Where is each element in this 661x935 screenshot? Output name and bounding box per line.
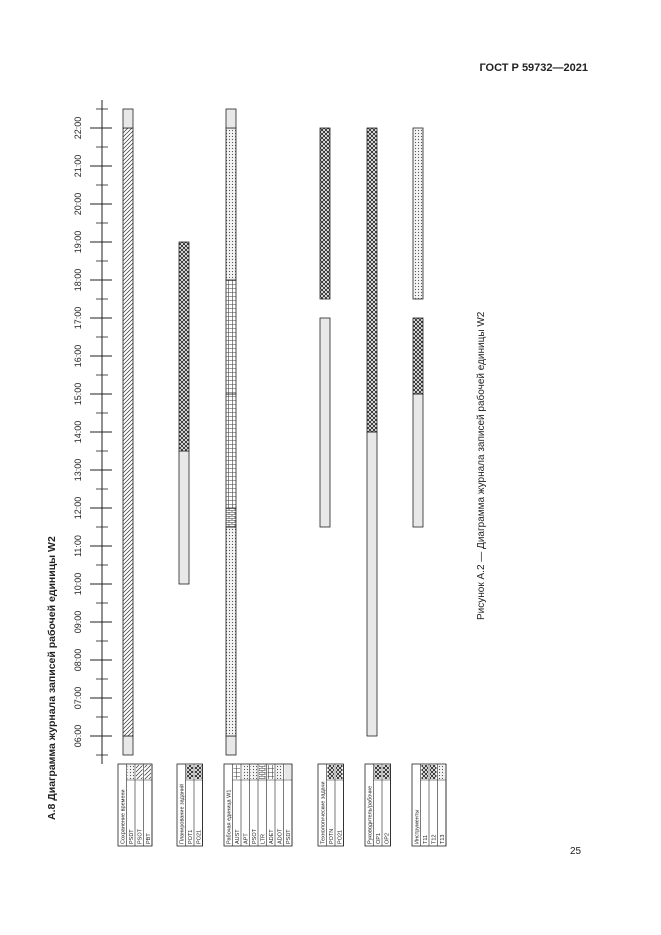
legend-swatch [439,765,446,779]
legend-item-label: POTN [329,828,335,844]
legend-item-label: T11 [423,834,429,844]
legend-item-label: ADOT [277,828,284,844]
legend-item-label: PSDT [286,829,292,844]
time-tick-label: 13:00 [73,458,83,482]
legend-swatch [422,765,429,779]
time-tick-label: 19:00 [73,230,83,254]
legend-title: Планирование заданий [179,783,186,844]
time-tick-label: 21:00 [73,154,83,178]
timeline-segment [226,128,236,280]
legend-title: Руководитель/рабочие [367,785,374,844]
time-tick-label: 11:00 [73,535,83,557]
legend-swatch [145,765,152,779]
timeline-segment [320,318,330,527]
section-title: А.8 Диаграмма журнала записей рабочей единицы W2 [46,536,58,820]
time-tick-label: 09:00 [73,610,83,634]
legend-swatch [136,765,143,779]
legend-swatch [276,765,283,779]
legend-swatch [336,765,343,779]
timeline-segment [123,109,133,128]
timeline-segment [123,736,133,755]
legend-swatch [128,765,135,779]
time-tick-label: 17:00 [73,306,83,330]
legend-swatch [328,765,335,779]
legend-item-label: T12 [431,834,438,844]
time-tick-label: 10:00 [73,572,83,596]
legend-title: Сохранение времени [120,789,127,844]
timeline-segment [413,128,423,299]
legend-swatch [375,765,382,779]
legend-swatch [285,765,292,779]
legend-title: Инструменты [414,809,421,844]
legend-swatch [195,765,202,779]
legend-item-label: PSDT [129,829,135,844]
legend-item-label: APT [243,833,250,844]
legend-title: Технологические задачи [320,781,327,844]
legend-item-label: LTR [260,834,267,844]
time-tick-label: 22:00 [73,116,83,140]
time-tick-label: 20:00 [73,192,83,216]
legend-item-label: OP2 [384,832,391,844]
timeline-segment [226,109,236,128]
timeline-segment [413,318,423,394]
legend-swatch [383,765,390,779]
time-tick-label: 18:00 [73,268,83,292]
time-tick-label: 15:00 [73,382,83,406]
legend-swatch [430,765,437,779]
legend-item-label: PO21 [196,829,203,844]
timeline-segment [179,451,189,584]
legend-item-label: OP1 [376,832,382,844]
legend-title: Рабочая единица W1 [226,789,233,844]
legend-swatch [242,765,249,779]
standard-header: ГОСТ Р 59732—2021 [479,62,588,74]
legend-item-label: PSOT [252,829,258,844]
legend-item-label: ADET [269,829,275,844]
legend-item-label: T13 [440,834,446,844]
time-tick-label: 08:00 [73,648,83,672]
legend-swatch [187,765,194,779]
timeline-segment [123,128,133,736]
legend-item-label: PSOT [137,829,144,844]
time-tick-label: 07:00 [73,686,83,710]
timeline-segment [226,527,236,736]
legend-item-label: PBT [146,833,152,844]
legend-item-label: AUST [235,829,241,844]
time-tick-label: 12:00 [73,496,83,520]
figure-caption: Рисунок А.2 — Диаграмма журнала записей рабочей единицы W2 [476,311,487,620]
page-number: 25 [570,846,582,857]
legend-swatch [251,765,258,779]
legend-swatch [234,765,241,779]
legend-item-label: PO21 [337,829,344,844]
timeline-segment [179,242,189,451]
legend-swatch [259,765,266,779]
timeline-segment [367,432,377,736]
timeline-segment [413,394,423,527]
legend-item-label: POT1 [188,829,194,844]
timeline-segment [226,736,236,755]
timeline-segment [320,128,330,299]
timeline-segment [367,128,377,432]
time-tick-label: 16:00 [73,344,83,368]
timeline-segment [226,280,236,394]
time-tick-label: 14:00 [73,420,83,444]
timeline-segment [226,508,236,527]
time-tick-label: 06:00 [73,724,83,748]
timeline-segment [226,394,236,508]
legend-swatch [268,765,275,779]
